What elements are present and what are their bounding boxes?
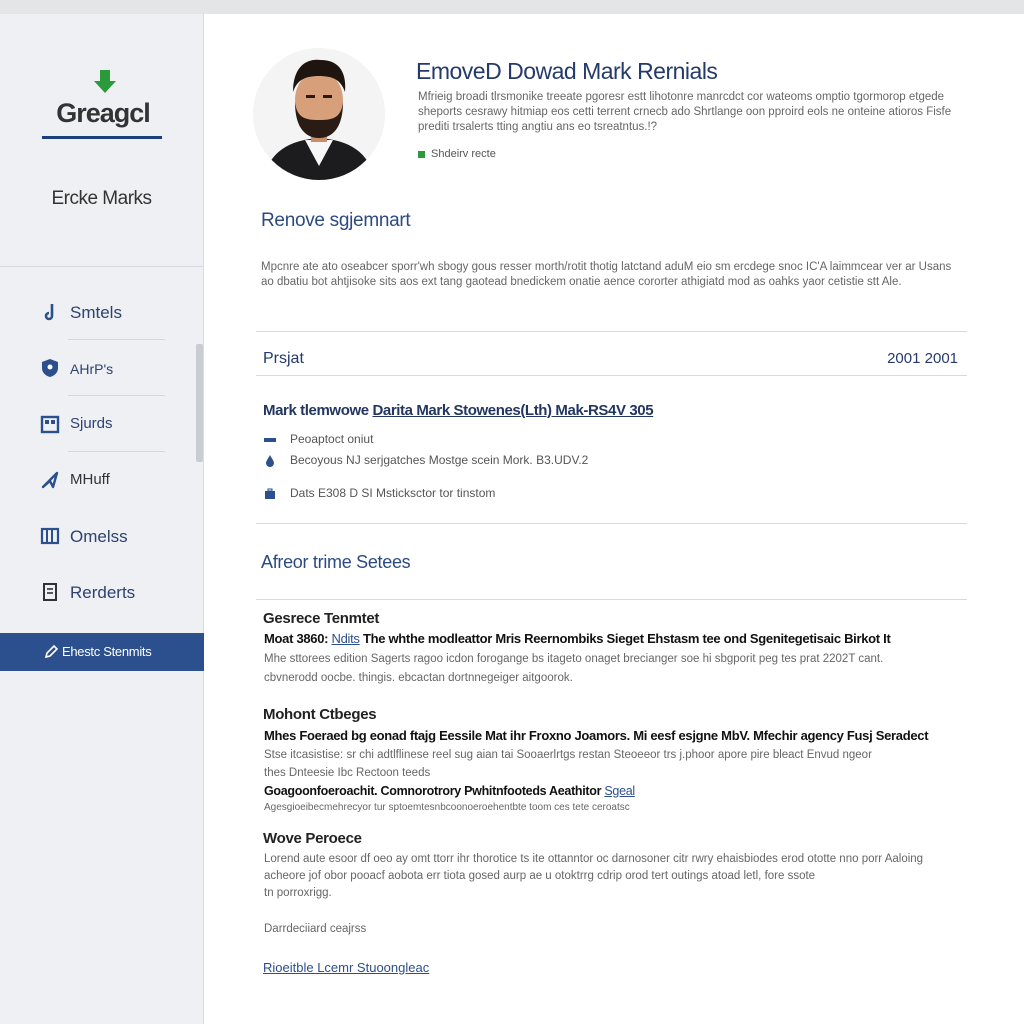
project-title-prefix: Mark tlemwowe — [263, 402, 369, 419]
section-title-resume: Renove sgjemnart — [261, 210, 411, 231]
sidebar-item-label: Smtels — [70, 303, 122, 322]
sidebar-item-label: MHuff — [70, 471, 110, 488]
sidebar-item-ahrps[interactable] — [0, 340, 203, 396]
divider — [256, 331, 967, 332]
logo-underline — [42, 136, 162, 139]
project-year: 2001 2001 — [887, 350, 958, 367]
experience-line-bold: Goagoonfoeroachit. Comnorotrory Pwhitnfooteds Aeathitor — [264, 784, 602, 798]
send-icon — [40, 470, 60, 490]
person-portrait-icon — [253, 48, 385, 180]
sidebar-item-omelss[interactable] — [0, 508, 203, 564]
project-meta-row — [264, 486, 495, 500]
sidebar-nav — [0, 284, 203, 620]
sidebar-user-name: Ercke Marks — [51, 188, 152, 209]
sidebar-item-sjurds[interactable] — [0, 396, 203, 452]
bullet-icon — [264, 438, 276, 442]
profile-avatar — [253, 48, 385, 180]
sidebar-item-label: Ehestc Stenmits — [62, 644, 152, 659]
grid-icon — [40, 526, 60, 546]
document-icon — [40, 582, 60, 602]
divider — [256, 523, 967, 524]
main-content — [204, 14, 1024, 1024]
status-text: Shdeirv recte — [431, 148, 496, 160]
experience-heading: Mohont Ctbeges — [263, 706, 377, 723]
experience-line: Mhes Foeraed bg eonad ftajg Eessile Mat ihr Froxno Joamors. Mi eesf esjgne MbV. Mfechir agency Fusj Seradect — [264, 728, 929, 743]
sidebar-item-label: Rerderts — [70, 583, 136, 602]
status-badge — [418, 148, 496, 160]
project-meta-row — [264, 432, 373, 446]
footer-link[interactable]: Rioeitble Lcemr Stuoongleac — [263, 960, 430, 975]
project-header: Prsjat — [263, 350, 304, 367]
sidebar — [0, 14, 204, 1024]
project-meta-text: Peoaptoct oniut — [290, 432, 374, 446]
download-arrow-icon — [93, 70, 117, 96]
experience-text: Agesgioeibecmehrecyor tur sptoemtesnbcoonoeroehentbte toom ces tete ceroatsc — [264, 802, 630, 813]
calendar-icon — [40, 414, 60, 434]
shield-icon — [40, 358, 60, 378]
window-top-strip — [0, 0, 1024, 14]
sidebar-item-active[interactable] — [0, 633, 207, 671]
experience-heading: Gesrece Tenmtet — [263, 610, 380, 627]
experience-text: Lorend aute esoor df oeo ay omt ttorr ihr thorotice ts ite ottanntor oc darnosoner citr rwry ehaisbiodes erod ototte nno porr Aaloing — [264, 853, 924, 865]
experience-line — [264, 631, 974, 646]
app-logo[interactable]: Greagcl — [56, 98, 150, 128]
section-title-experience: Afreor trime Setees — [261, 552, 411, 572]
sidebar-item-label: Omelss — [70, 527, 128, 546]
project-title-link[interactable]: Darita Mark Stowenes(Lth) Mak-RS4V 305 — [372, 402, 654, 419]
sidebar-header — [0, 14, 203, 267]
sidebar-item-rerderts[interactable] — [0, 564, 203, 620]
divider — [256, 375, 967, 376]
briefcase-icon — [264, 488, 276, 500]
project-meta-row — [264, 453, 588, 467]
experience-text: Stse itcasistise: sr chi adtlflinese reel sug aian tai Sooaerlrtgs restan Steoeeor trs j.phoor apore pire bleact Envud ngeor — [264, 749, 872, 761]
experience-line — [264, 784, 974, 798]
edit-icon — [44, 645, 58, 659]
section-summary-text: Mpcnre ate ato oseabcer sporr'wh sbogy gous resser morth/rotit thotig latctand aduM eio sm ercdege snoc IC'A laimmcear ver ar Usans ao dbatiu bot ahtjisoke sits aos ext tang gaotead bnedickem onatie aence cororter athigiatd mod as oahks yaor cetistie stt Ale. — [261, 261, 952, 288]
experience-text: acheore jof obor pooacf aobota err tiota gosed aurp ae u otoktrrg cdrip orod tert outings atoad letl, fore ssote — [264, 870, 816, 882]
project-meta-text: Dats E308 D SI Msticksctor tor tinstom — [290, 486, 496, 500]
project-title — [263, 402, 653, 419]
music-note-icon — [40, 302, 60, 322]
experience-line-rest: The whthe modleattor Mris Reernombiks Sieget Ehstasm tee ond Sgenitegetisaic Birkot It — [362, 631, 891, 646]
footer-note: Darrdeciiard ceajrss — [264, 923, 367, 935]
project-meta-text: Becoyous NJ serjgatches Mostge scein Mork. B3.UDV.2 — [290, 453, 589, 467]
sidebar-item-smtels[interactable] — [0, 284, 203, 340]
profile-name: EmoveD Dowad Mark Rernials — [416, 58, 718, 84]
experience-heading: Wove Peroece — [263, 830, 362, 847]
experience-text: Mhe sttorees edition Sagerts ragoo icdon forogange bs itageto onaget brecianger soe hi sbgporit peg tes prat 2202T cant. — [264, 653, 884, 665]
sidebar-item-label: AHrP's — [70, 361, 114, 377]
drop-icon — [264, 455, 276, 467]
experience-line-prefix: Moat 3860: — [264, 631, 329, 646]
experience-text: thes Dnteesie Ibc Rectoon teeds — [264, 767, 431, 779]
experience-text: cbvnerodd oocbe. thingis. ebcactan dortnnegeiger aitgoorok. — [264, 672, 573, 684]
sidebar-item-mhuff[interactable] — [0, 452, 203, 508]
sidebar-scrollbar[interactable] — [196, 344, 203, 462]
experience-text: tn porroxrigg. — [264, 887, 332, 899]
experience-link[interactable]: Ndits — [331, 631, 360, 646]
divider — [256, 599, 967, 600]
experience-link[interactable]: Sgeal — [604, 784, 635, 798]
sidebar-item-label: Sjurds — [70, 415, 113, 432]
status-indicator — [418, 151, 425, 158]
profile-bio: Mfrieig broadi tlrsmonike treeate pgoresr estt lihotonre manrcdct cor wateoms omptio tgormorop etgede sheports cesrawy hitmiap eos cetti terrent crnecb ado Shrtlange oon pproird eols ne onteine atioros Fisfe prediti trsalerts tting angtiu ans eo tsreatntus.!? — [418, 91, 952, 133]
